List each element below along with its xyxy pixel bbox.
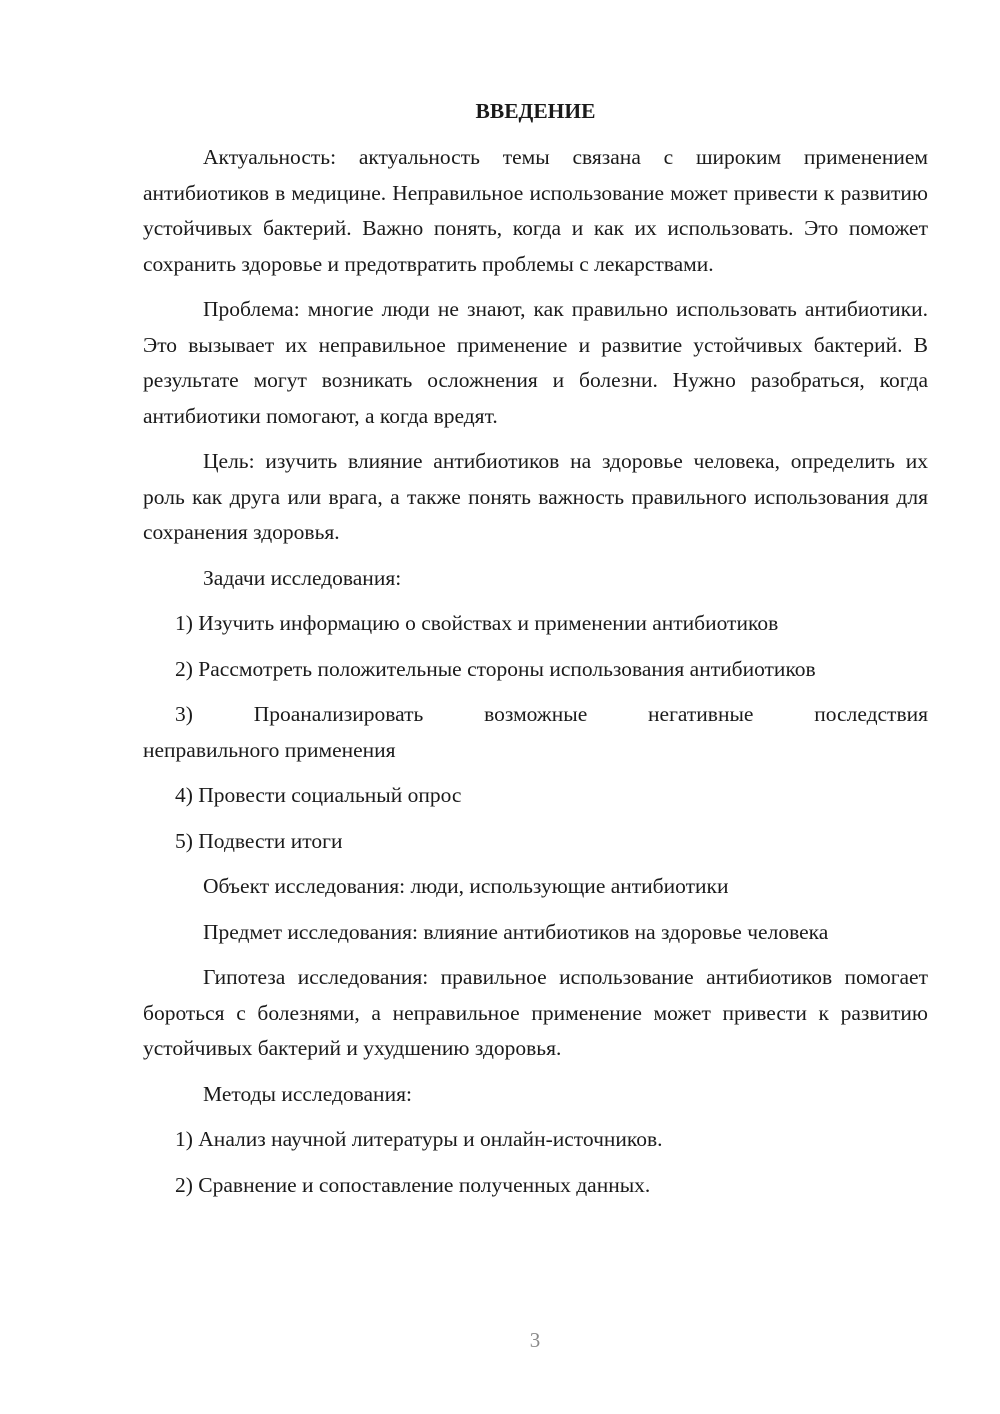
page-number: 3 <box>529 1328 541 1352</box>
task-item-3-word: негативные <box>648 702 754 726</box>
task-item-3-word: возможные <box>484 702 588 726</box>
task-item-5: 5) Подвести итоги <box>175 828 343 853</box>
task-item-1: 1) Изучить информацию о свойствах и применении антибиотиков <box>175 611 779 635</box>
task-item-4: 4) Провести социальный опрос <box>175 783 462 807</box>
method-item-2: 2) Сравнение и сопоставление полученных данных. <box>175 1172 651 1197</box>
object-paragraph: Объект исследования: люди, использующие антибиотики <box>203 874 729 898</box>
task-item-3-word: последствия <box>814 702 928 726</box>
task-item-3 <box>143 697 928 768</box>
tasks-heading: Задачи исследования: <box>203 565 402 590</box>
relevance-paragraph: Актуальность: актуальность темы связана с широким применением антибиотиков в медицине. Неправильное использование может привести к развитию устойчивых бактерий. Важно понять, когда и как их использовать. Это поможет сохранить здоровье и предотвратить проблемы с лекарствами. <box>143 145 928 276</box>
task-item-3-word: 3) <box>175 702 193 726</box>
task-item-3-word: Проанализировать <box>253 702 424 726</box>
methods-heading: Методы исследования: <box>203 1081 412 1106</box>
goal-paragraph: Цель: изучить влияние антибиотиков на здоровье человека, определить их роль как друга или врага, а также понять важность правильного использования для сохранения здоровья. <box>143 449 928 544</box>
subject-paragraph: Предмет исследования: влияние антибиотиков на здоровье человека <box>203 919 829 944</box>
task-item-3-continuation: неправильного применения <box>143 737 396 762</box>
hypothesis-paragraph: Гипотеза исследования: правильное использование антибиотиков помогает бороться с болезнями, а неправильное применение может привести к развитию устойчивых бактерий и ухудшению здоровья. <box>143 965 928 1060</box>
task-item-2: 2) Рассмотреть положительные стороны использования антибиотиков <box>175 656 816 681</box>
document-page <box>143 94 928 1213</box>
page-title: ВВЕДЕНИЕ <box>475 99 596 123</box>
method-item-1: 1) Анализ научной литературы и онлайн-источников. <box>175 1127 663 1151</box>
problem-paragraph: Проблема: многие люди не знают, как правильно использовать антибиотики. Это вызывает их неправильное применение и развитие устойчивых бактерий. В результате могут возникать осложнения и болезни. Нужно разобраться, когда антибиотики помогают, а когда вредят. <box>143 297 928 428</box>
